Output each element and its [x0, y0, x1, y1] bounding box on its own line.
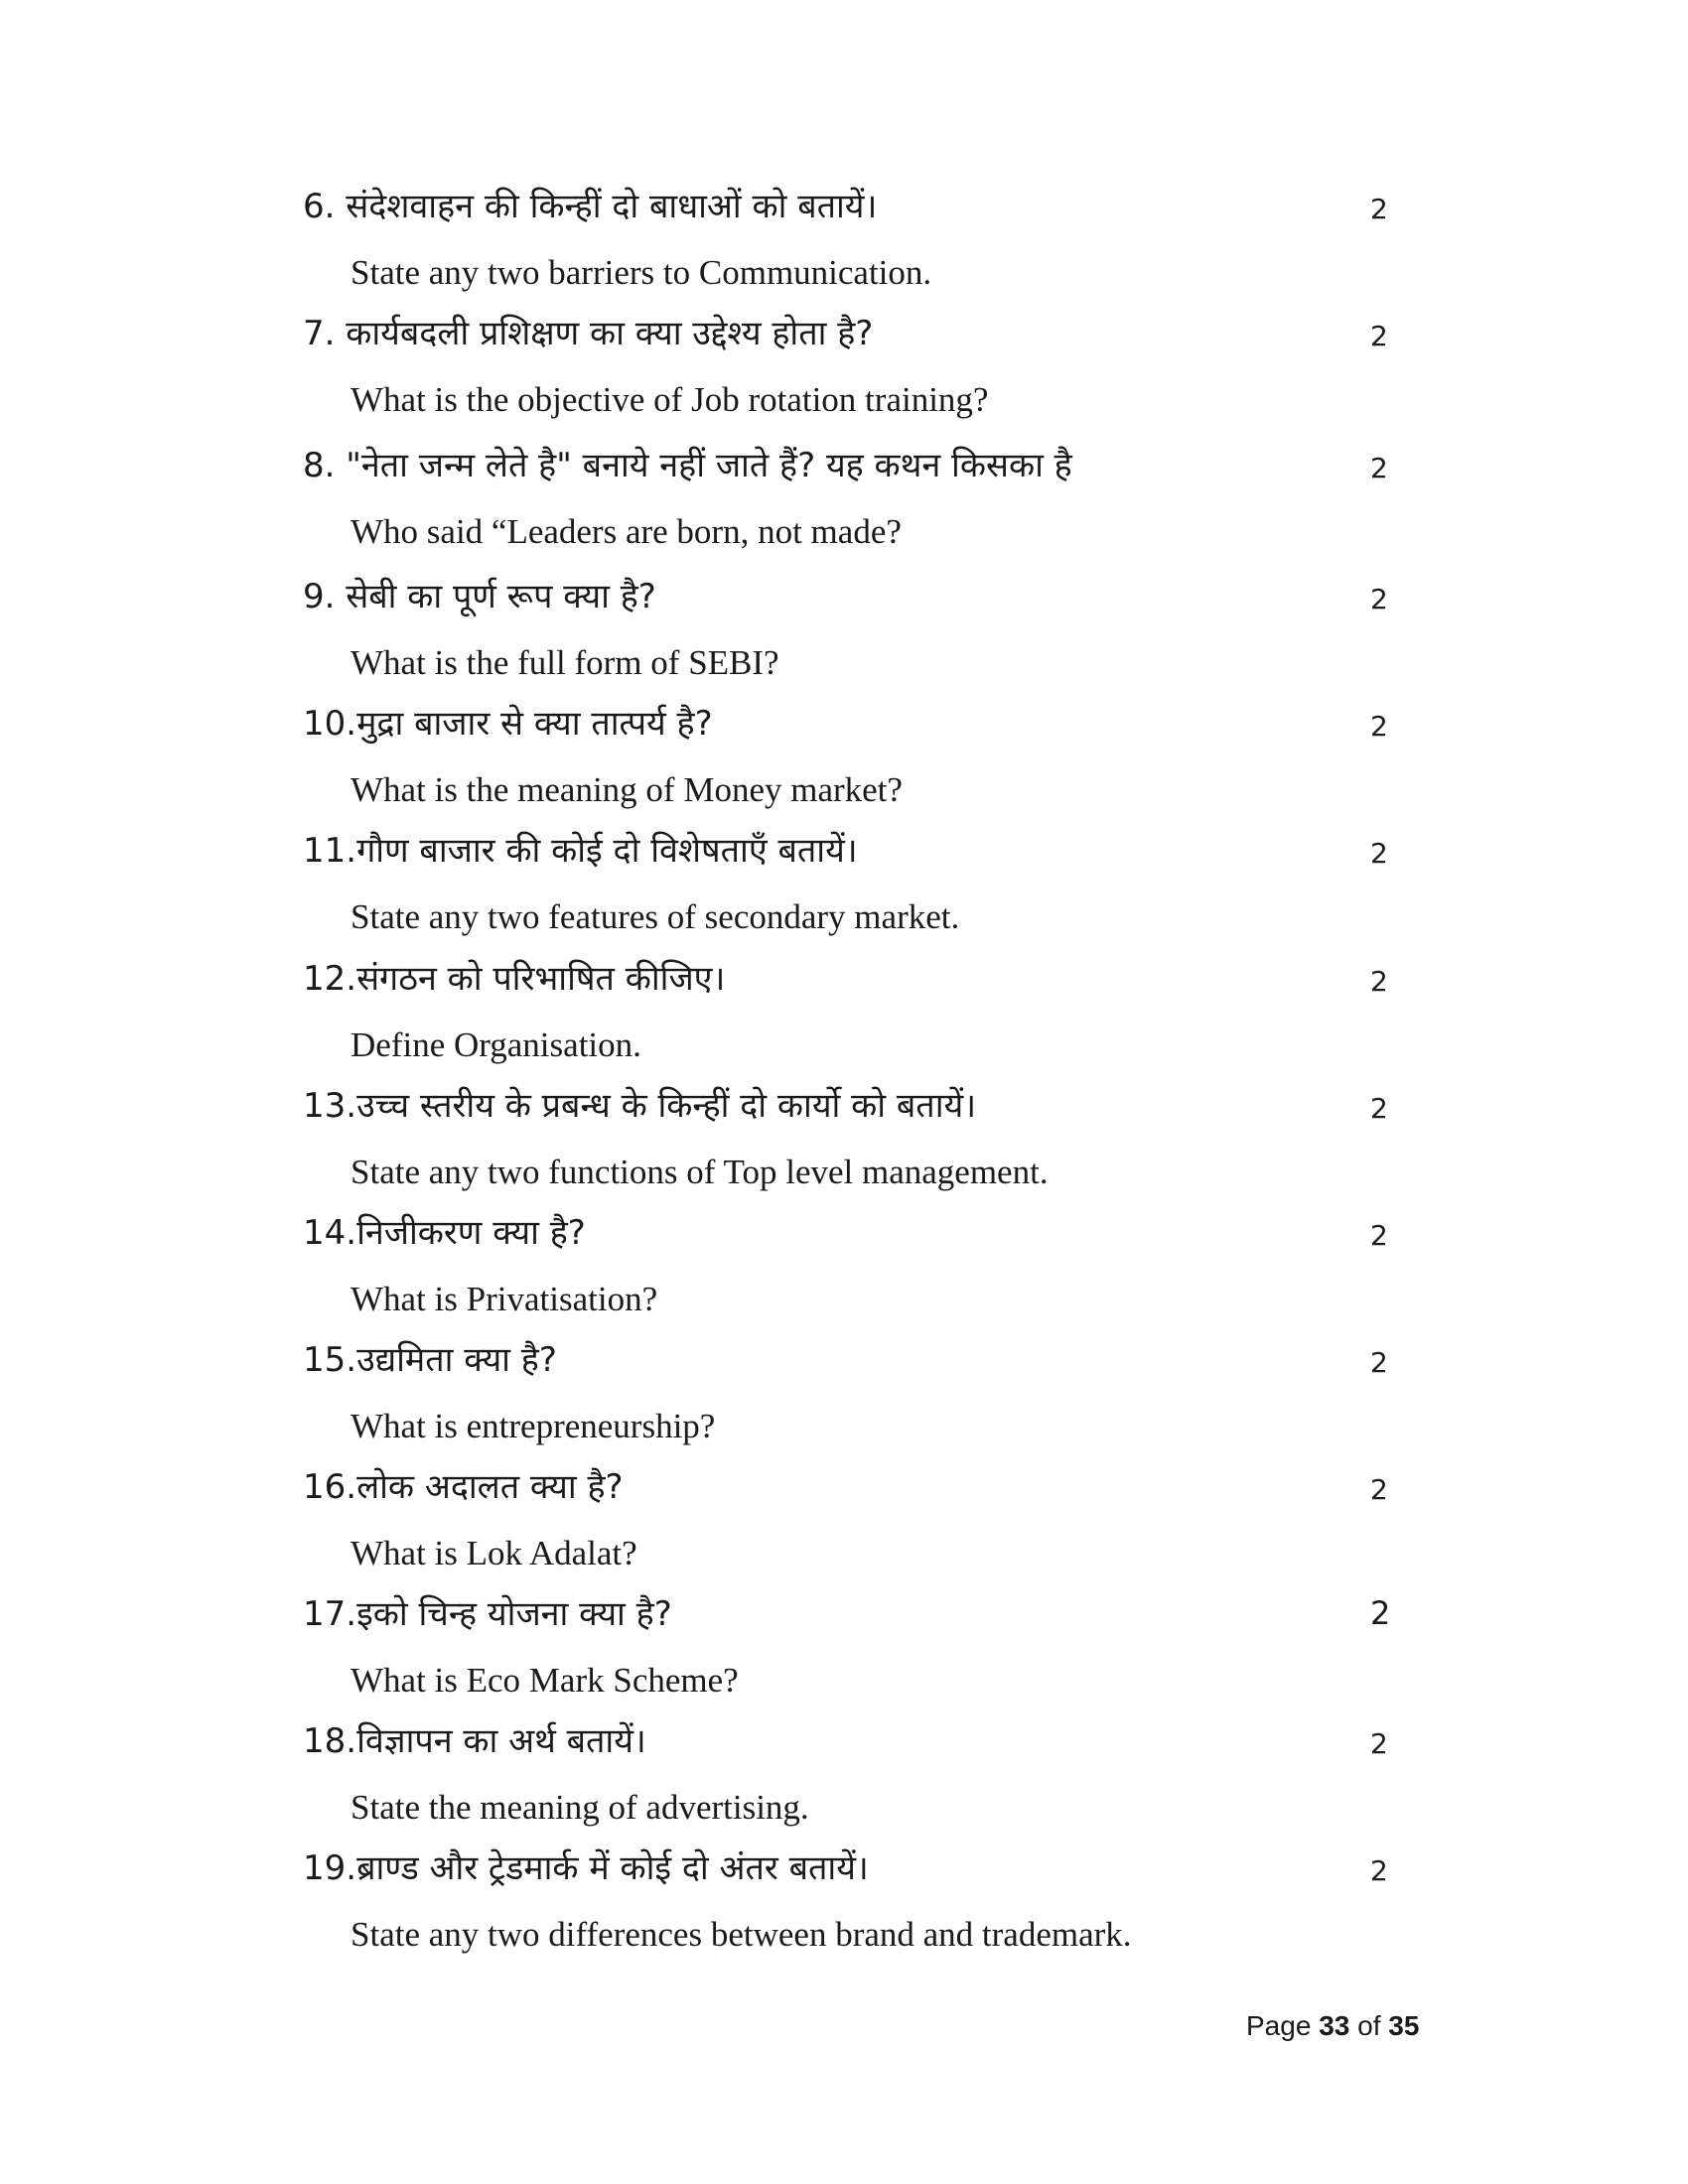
question-hindi: 14.निजीकरण क्या है?: [303, 1213, 586, 1253]
question-hindi: 13.उच्च स्तरीय के प्रबन्ध के किन्हीं दो कार्यो को बतायें।: [303, 1086, 977, 1126]
question-hindi: 10.मुद्रा बाजार से क्या तात्पर्य है?: [303, 704, 713, 744]
question-hindi: 12.संगठन को परिभाषित कीजिए।: [303, 959, 726, 999]
question-marks: 2: [1370, 452, 1388, 484]
question-marks: 2: [1370, 1854, 1388, 1887]
question-marks: 2: [1370, 710, 1388, 743]
question-hindi: 7. कार्यबदली प्रशिक्षण का क्या उद्देश्य होता है?: [303, 314, 874, 353]
question-english: What is Lok Adalat?: [351, 1534, 637, 1572]
question-english: Who said “Leaders are born, not made?: [351, 512, 902, 551]
question-hindi: 17.इको चिन्ह योजना क्या है?: [303, 1594, 672, 1634]
question-english: What is the meaning of Money market?: [351, 770, 903, 809]
question-hindi: 18.विज्ञापन का अर्थ बतायें।: [303, 1721, 646, 1761]
total-pages-number: 35: [1388, 2010, 1420, 2041]
question-hindi: 8. "नेता जन्म लेते है" बनाये नहीं जाते हैं? यह कथन किसका है: [303, 446, 1072, 485]
question-marks: 2: [1370, 837, 1388, 870]
question-english: State any two barriers to Communication.: [351, 253, 932, 292]
question-hindi: 6. संदेशवाहन की किन्हीं दो बाधाओं को बतायें।: [303, 187, 878, 226]
question-english: State the meaning of advertising.: [351, 1788, 809, 1827]
of-word: of: [1357, 2010, 1381, 2041]
question-hindi: 9. सेबी का पूर्ण रूप क्या है?: [303, 577, 656, 616]
question-english: State any two features of secondary market.: [351, 897, 960, 936]
question-marks: 2: [1370, 1346, 1388, 1379]
question-english: Define Organisation.: [351, 1025, 641, 1064]
page-word: Page: [1246, 2010, 1312, 2041]
question-english: What is the full form of SEBI?: [351, 643, 779, 682]
question-english: What is Eco Mark Scheme?: [351, 1661, 739, 1700]
question-hindi: 19.ब्राण्ड और ट्रेडमार्क में कोई दो अंतर बतायें।: [303, 1848, 869, 1888]
page-number-footer: [1246, 2009, 1419, 2043]
question-marks: 2: [1370, 1219, 1388, 1252]
question-marks: 2: [1370, 1594, 1391, 1632]
question-hindi: 16.लोक अदालत क्या है?: [303, 1467, 624, 1507]
question-marks: 2: [1370, 965, 1388, 998]
question-marks: 2: [1370, 1727, 1388, 1760]
question-hindi: 15.उद्यमिता क्या है?: [303, 1340, 557, 1380]
question-marks: 2: [1370, 193, 1388, 225]
question-marks: 2: [1370, 320, 1388, 352]
question-marks: 2: [1370, 1092, 1388, 1125]
question-english: State any two functions of Top level management.: [351, 1153, 1049, 1191]
question-english: What is entrepreneurship?: [351, 1407, 716, 1445]
question-english: What is the objective of Job rotation training?: [351, 380, 989, 419]
question-marks: 2: [1370, 583, 1388, 615]
question-english: State any two differences between brand and trademark.: [351, 1915, 1132, 1954]
question-marks: 2: [1370, 1473, 1388, 1506]
question-hindi: 11.गौण बाजार की कोई दो विशेषताएँ बतायें।: [303, 831, 858, 871]
current-page-number: 33: [1319, 2010, 1350, 2041]
question-english: What is Privatisation?: [351, 1280, 658, 1318]
